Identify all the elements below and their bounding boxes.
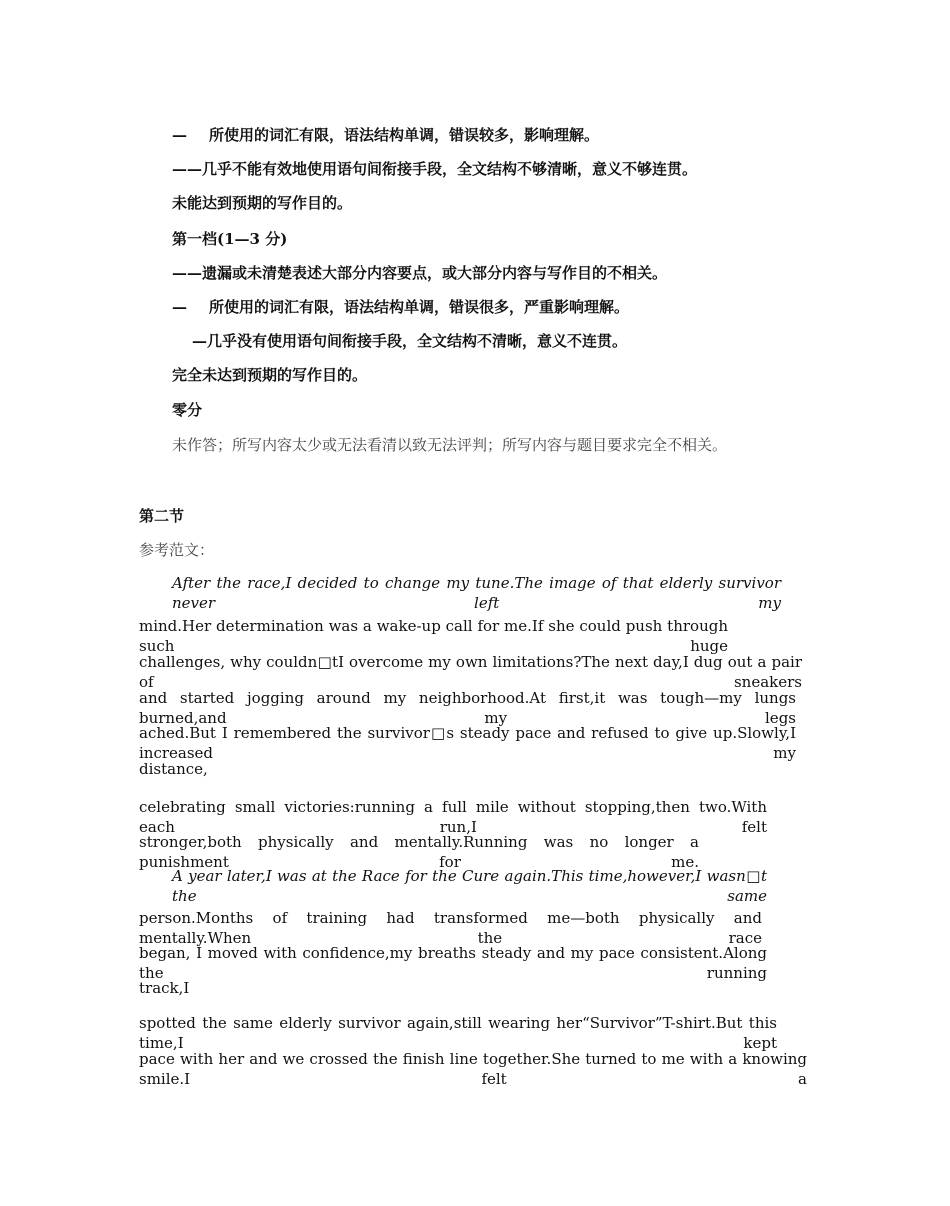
essay-line: began, I moved with confidence,my breaths steady and my pace consistent.Along the running [139,944,767,982]
essay-line: challenges, why couldn□tI overcome my own limitations?The next day,I dug out a pair of sneakers [139,653,802,691]
essay-line: spotted the same elderly survivor again,still wearing her“Survivor”T-shirt.But this time,I kept [139,1014,777,1052]
rubric-line: — 所使用的词汇有限，语法结构单调，错误很多，严重影响理解。 [172,298,630,316]
section-heading: 第二节 [139,507,185,525]
essay-line: celebrating small victories:running a full mile without stopping,then two.With each run,I felt [139,798,767,836]
essay-line: mind.Her determination was a wake-up call for me.If she could push through such huge [139,617,728,655]
essay-line: person.Months of training had transformed me—both physically and mentally.When the race [139,909,762,947]
essay-line: distance, [139,760,208,778]
tier-heading: 零分 [172,401,203,419]
essay-line: and started jogging around my neighborhood.At first,it was tough—my lungs burned,and my legs [139,689,796,727]
sample-label: 参考范文： [139,541,215,559]
tier-heading: 第一档(1—3 分) [172,230,288,248]
essay-line: pace with her and we crossed the finish line together.She turned to me with a knowing smile.I felt a [139,1050,807,1088]
rubric-line: 未作答；所写内容太少或无法看清以致无法评判；所写内容与题目要求完全不相关。 [172,436,728,454]
rubric-line: ——遗漏或未清楚表述大部分内容要点，或大部分内容与写作目的不相关。 [172,264,668,282]
rubric-line: 未能达到预期的写作目的。 [172,194,353,212]
rubric-line: — 所使用的词汇有限，语法结构单调，错误较多，影响理解。 [172,126,600,144]
rubric-line: 完全未达到预期的写作目的。 [172,366,368,384]
essay-line: A year later,I was at the Race for the Cure again.This time,however,I wasn□t the same [172,867,767,905]
essay-line: track,I [139,979,190,997]
rubric-line: ——几乎不能有效地使用语句间衔接手段，全文结构不够清晰，意义不够连贯。 [172,160,698,178]
essay-line: stronger,both physically and mentally.Running was no longer a punishment for me. [139,833,699,871]
essay-line: ached.But I remembered the survivor□s steady pace and refused to give up.Slowly,I increased my [139,724,796,762]
rubric-line: —几乎没有使用语句间衔接手段，全文结构不清晰，意义不连贯。 [192,332,628,350]
essay-line: After the race,I decided to change my tune.The image of that elderly survivor never left my [172,574,781,612]
